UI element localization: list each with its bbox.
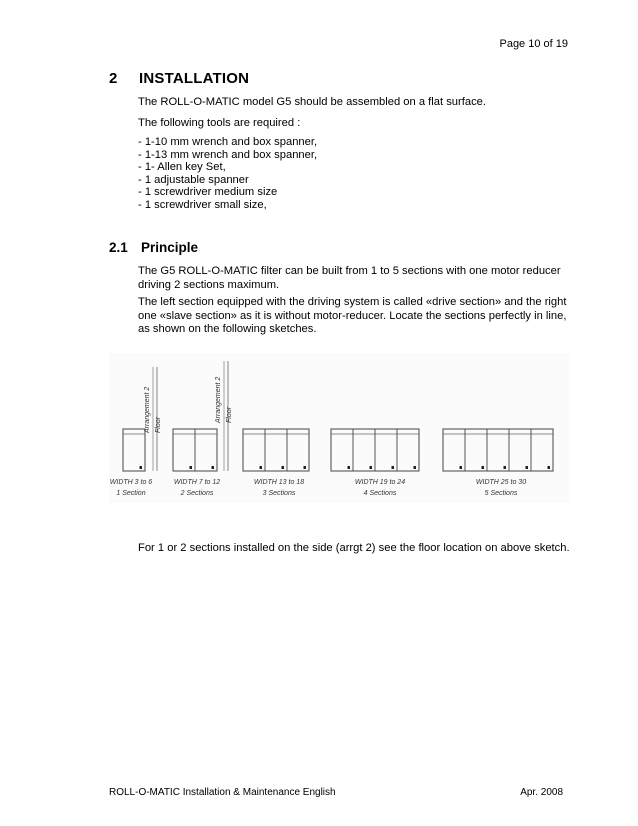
- section-marker: [414, 466, 417, 469]
- tools-intro: The following tools are required :: [138, 117, 301, 129]
- section-marker: [140, 466, 143, 469]
- tool-item: - 1 screwdriver medium size: [138, 186, 278, 199]
- config-width-label: WIDTH 25 to 30: [475, 479, 527, 486]
- tool-item: - 1-10 mm wrench and box spanner,: [138, 136, 318, 148]
- floor-label: Floor: [155, 417, 162, 433]
- tool-item: - 1- Allen key Set,: [138, 161, 226, 174]
- arrangement-label: Arrangement 2: [215, 376, 222, 423]
- page-number: Page 10 of 19: [499, 38, 568, 50]
- section-2-1-heading: [109, 240, 198, 255]
- footer-date: Apr. 2008: [520, 787, 563, 798]
- config-sections-label: 1 Section: [116, 490, 146, 497]
- config-sections-label: 2 Sections: [180, 490, 214, 497]
- arrangement-note: For 1 or 2 sections installed on the side (arrgt 2) see the floor location on above sketch.: [138, 542, 570, 554]
- section-2-1-number: 2.1: [109, 240, 128, 255]
- installation-intro: The ROLL-O-MATIC model G5 should be assembled on a flat surface.: [138, 96, 487, 108]
- tool-item: - 1 adjustable spanner: [138, 173, 249, 186]
- config-sections-label: 5 Sections: [484, 490, 518, 497]
- section-2-heading: [109, 70, 249, 87]
- tool-item: - 1-13 mm wrench and box spanner,: [138, 148, 318, 161]
- config-width-label: WIDTH 19 to 24: [354, 479, 406, 486]
- section-marker: [348, 466, 351, 469]
- config-sections-label: 4 Sections: [363, 490, 397, 497]
- section-marker: [482, 466, 485, 469]
- section-marker: [304, 466, 307, 469]
- arrangement-label: Arrangement 2: [144, 386, 151, 433]
- section-marker: [526, 466, 529, 469]
- config-width-label: WIDTH 13 to 18: [253, 479, 305, 486]
- section-marker: [392, 466, 395, 469]
- principle-paragraph-1: The G5 ROLL-O-MATIC filter can be built from 1 to 5 sections with one motor reducer driving 2 sections maximum.: [138, 265, 561, 291]
- floor-label: Floor: [226, 407, 233, 423]
- tool-item: - 1 screwdriver small size,: [138, 198, 267, 211]
- section-marker: [190, 466, 193, 469]
- footer-document-title: ROLL-O-MATIC Installation & Maintenance English: [109, 787, 336, 798]
- config-width-label: WIDTH 7 to 12: [173, 479, 221, 486]
- section-marker: [282, 466, 285, 469]
- section-2-number: 2: [109, 70, 118, 87]
- principle-paragraph-2: The left section equipped with the driving system is called «drive section» and the right one «slave section» as it is without motor-reducer. Locate the sections perfectly in line, as shown on the following sketches.: [138, 296, 567, 335]
- section-marker: [212, 466, 215, 469]
- section-marker: [460, 466, 463, 469]
- sections-sketch: [109, 353, 569, 503]
- section-2-title: INSTALLATION: [139, 70, 250, 87]
- section-marker: [548, 466, 551, 469]
- section-marker: [504, 466, 507, 469]
- section-marker: [260, 466, 263, 469]
- config-sections-label: 3 Sections: [262, 490, 296, 497]
- section-2-1-title: Principle: [141, 240, 199, 255]
- section-marker: [370, 466, 373, 469]
- tools-list: [138, 136, 317, 212]
- config-width-label: WIDTH 3 to 6: [109, 479, 153, 486]
